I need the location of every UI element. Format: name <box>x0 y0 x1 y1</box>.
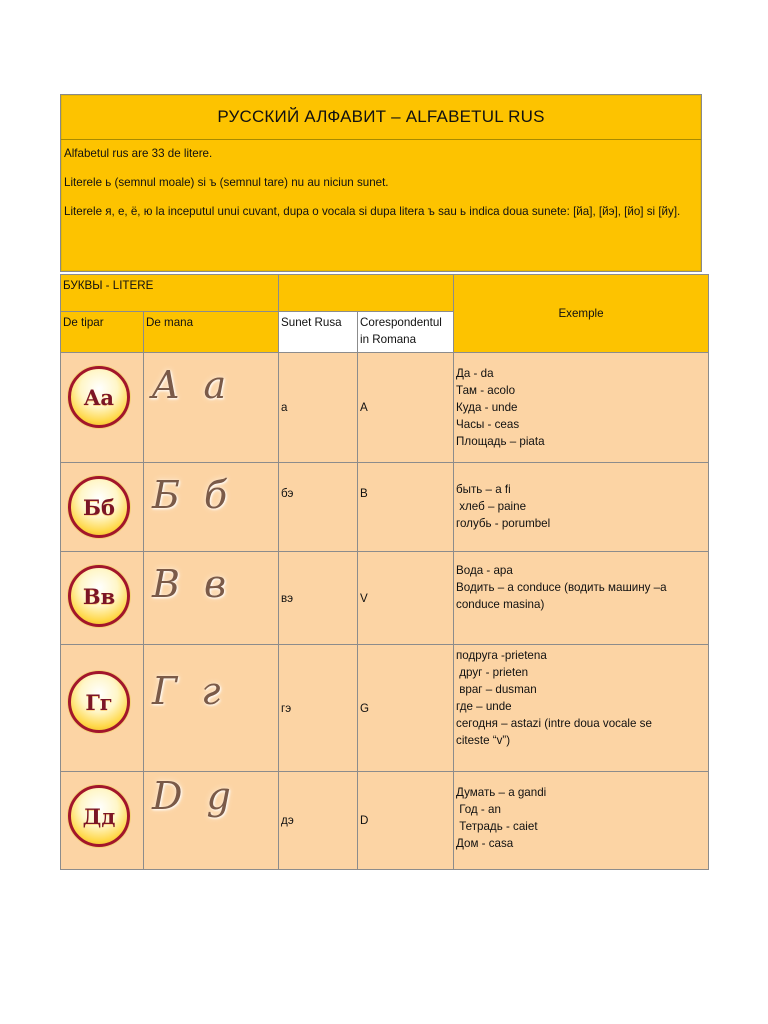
intro-paragraph: Alfabetul rus are 33 de litere. <box>64 147 213 160</box>
examples-cell <box>454 645 709 772</box>
letter-badge-icon: Дд <box>68 785 130 847</box>
intro-text <box>61 140 701 221</box>
page-title: РУССКИЙ АЛФАВИТ – ALFABETUL RUS <box>217 107 545 126</box>
letters-group-header: БУКВЫ - LITERE <box>61 275 279 312</box>
romanian-cell: D <box>358 772 454 870</box>
intro-paragraph: Literele я, е, ё, ю la inceputul unui cuvant, dupa o vocala si dupa litera ъ sau ь indica doua sunete: [йа], [йэ], [йо] si [йу]. <box>64 205 681 218</box>
title-bar <box>61 95 701 140</box>
example-line: сегодня – astazi (intre doua vocale se <box>456 717 652 730</box>
table-row <box>61 353 709 463</box>
letter-badge-icon: Aa <box>68 366 130 428</box>
letter-badge-icon: Бб <box>68 476 130 538</box>
handwritten-letter: Б б <box>152 473 234 517</box>
romanian-cell: A <box>358 353 454 463</box>
handwritten-column-header: De mana <box>144 312 279 353</box>
handwritten-letter: D g <box>152 774 237 818</box>
table-row <box>61 463 709 552</box>
example-line: хлеб – paine <box>456 500 527 513</box>
examples-cell <box>454 552 709 645</box>
letter-badge-icon: Гг <box>68 671 130 733</box>
romanian-column-header: Corespondentul in Romana <box>358 312 454 353</box>
letter-badge-icon: Вв <box>68 565 130 627</box>
example-line: Там - acolo <box>456 384 516 397</box>
sound-cell: бэ <box>279 463 358 552</box>
example-line: Да - da <box>456 367 494 380</box>
table-row <box>61 645 709 772</box>
table-row <box>61 552 709 645</box>
romanian-cell: G <box>358 645 454 772</box>
example-line: Часы - ceas <box>456 418 520 431</box>
example-line: друг - prieten <box>456 666 529 679</box>
sound-cell: вэ <box>279 552 358 645</box>
romanian-cell: B <box>358 463 454 552</box>
empty-header-cell <box>279 275 454 312</box>
handwritten-letter: A a <box>152 363 233 407</box>
example-line: где – unde <box>456 700 512 713</box>
example-line: Тетрадь - caiet <box>456 820 538 833</box>
example-line: быть – a fi <box>456 483 511 496</box>
example-line: Вода - apa <box>456 564 513 577</box>
example-line: голубь - porumbel <box>456 517 551 530</box>
sound-cell: а <box>279 353 358 463</box>
header-box <box>60 94 702 272</box>
examples-header: Exemple <box>454 275 709 353</box>
example-line: Площадь – piata <box>456 435 545 448</box>
example-line: Год - an <box>456 803 501 816</box>
alphabet-table <box>60 274 709 870</box>
romanian-cell: V <box>358 552 454 645</box>
sound-cell: дэ <box>279 772 358 870</box>
table-row <box>61 772 709 870</box>
example-line: Думать – a gandi <box>456 786 547 799</box>
handwritten-letter: Г г <box>152 669 227 713</box>
example-line: Водить – a conduce (водить машину –a <box>456 581 667 594</box>
intro-paragraph: Literele ь (semnul moale) si ъ (semnul tare) nu au niciun sunet. <box>64 176 389 189</box>
examples-cell <box>454 463 709 552</box>
example-line: Дом - casa <box>456 837 514 850</box>
examples-cell <box>454 353 709 463</box>
examples-cell <box>454 772 709 870</box>
example-line: citeste “v”) <box>456 734 511 747</box>
example-line: подруга -prietena <box>456 649 547 662</box>
example-line: Куда - unde <box>456 401 518 414</box>
example-line: враг – dusman <box>456 683 537 696</box>
example-line: conduce masina) <box>456 598 545 611</box>
sound-column-header: Sunet Rusa <box>279 312 358 353</box>
sound-cell: гэ <box>279 645 358 772</box>
handwritten-letter: В в <box>152 562 233 606</box>
print-column-header: De tipar <box>61 312 144 353</box>
